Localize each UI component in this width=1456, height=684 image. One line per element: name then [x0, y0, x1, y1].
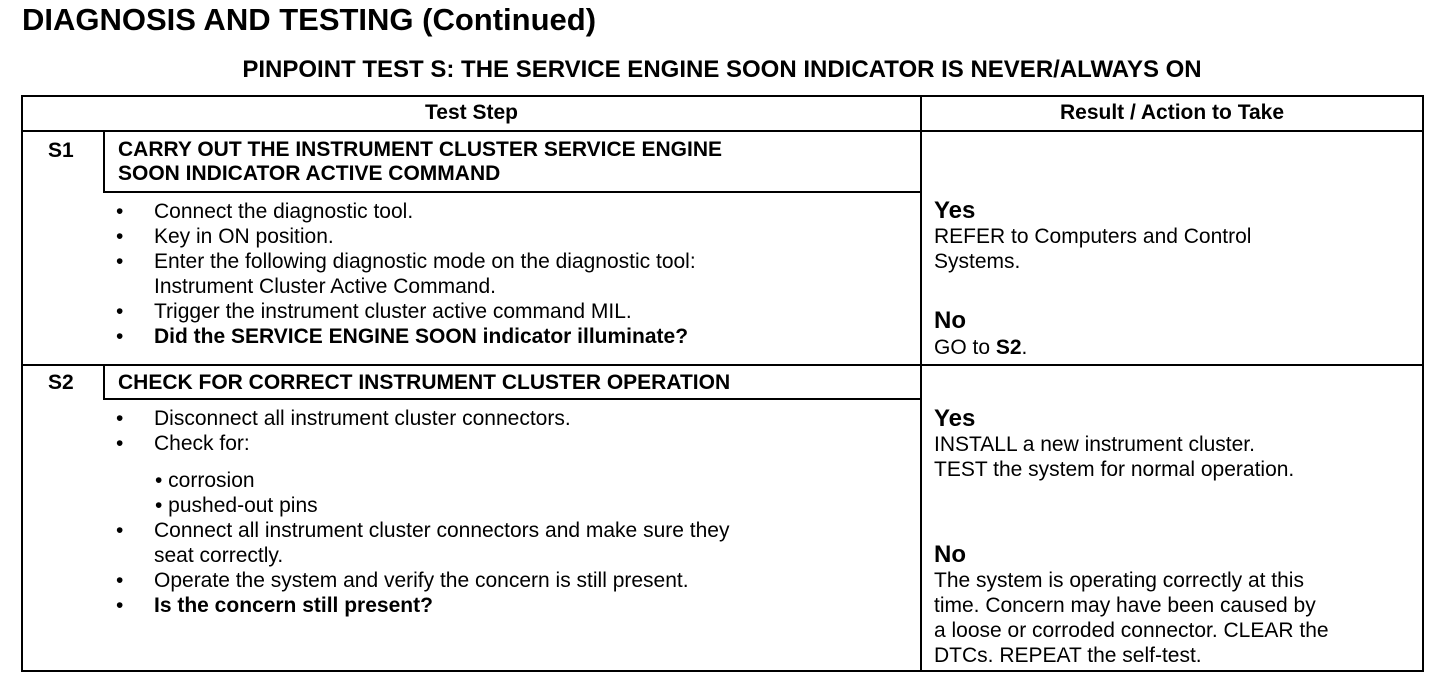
step-id-s1: S1: [48, 139, 74, 162]
bullet-icon: •: [116, 300, 124, 323]
s2-yes-label: Yes: [934, 405, 976, 432]
column-divider: [920, 95, 922, 672]
bullet-icon: •: [116, 200, 124, 223]
table-border-right: [1422, 95, 1424, 672]
bullet-icon: •: [116, 432, 124, 455]
header-test-step: Test Step: [425, 101, 518, 124]
bullet-icon: •: [116, 325, 124, 348]
s1-yes-action-line1: REFER to Computers and Control: [934, 225, 1252, 248]
page-title: DIAGNOSIS AND TESTING (Continued): [22, 2, 597, 37]
s2-id-divider: [103, 364, 105, 400]
s2-sub-item-1: • corrosion: [155, 469, 255, 492]
header-divider: [21, 130, 1424, 132]
step-title-s1-line2: SOON INDICATOR ACTIVE COMMAND: [118, 162, 501, 185]
s1-id-divider: [103, 130, 105, 193]
s2-title-divider: [104, 398, 922, 400]
step-reference-s2: S2: [995, 336, 1022, 359]
s2-yes-action-line1: INSTALL a new instrument cluster.: [934, 433, 1255, 456]
table-border-top: [21, 95, 1424, 97]
bullet-icon: •: [116, 250, 124, 273]
pinpoint-test-title: PINPOINT TEST S: THE SERVICE ENGINE SOON INDICATOR IS NEVER/ALWAYS ON: [242, 56, 1202, 83]
s2-sub-item-2: • pushed-out pins: [155, 494, 318, 517]
s2-no-action-line3: a loose or corroded connector. CLEAR the: [934, 619, 1329, 642]
step-id-s2: S2: [48, 371, 74, 394]
s1-s2-divider: [21, 364, 1424, 366]
table-border-left: [21, 95, 23, 672]
bullet-icon: •: [116, 594, 124, 617]
s1-no-label: No: [934, 307, 966, 334]
table-border-bottom: [21, 670, 1424, 672]
s1-yes-action-line2: Systems.: [934, 250, 1021, 273]
s2-no-label: No: [934, 541, 966, 568]
s2-no-action-line1: The system is operating correctly at this: [934, 569, 1304, 592]
s1-no-action: GO to S2.: [934, 336, 1028, 359]
header-result-action: Result / Action to Take: [1059, 101, 1285, 124]
s2-no-action-line2: time. Concern may have been caused by: [934, 594, 1316, 617]
bullet-icon: •: [116, 519, 124, 542]
s2-no-action-line4: DTCs. REPEAT the self-test.: [934, 644, 1202, 667]
s1-title-divider: [104, 191, 922, 193]
s2-yes-action-line2: TEST the system for normal operation.: [934, 458, 1295, 481]
bullet-icon: •: [116, 407, 124, 430]
s1-yes-label: Yes: [934, 197, 976, 224]
step-title-s1-line1: CARRY OUT THE INSTRUMENT CLUSTER SERVICE ENGINE: [118, 138, 722, 161]
bullet-icon: •: [116, 225, 124, 248]
step-title-s2: CHECK FOR CORRECT INSTRUMENT CLUSTER OPERATION: [118, 371, 731, 394]
bullet-icon: •: [116, 569, 124, 592]
